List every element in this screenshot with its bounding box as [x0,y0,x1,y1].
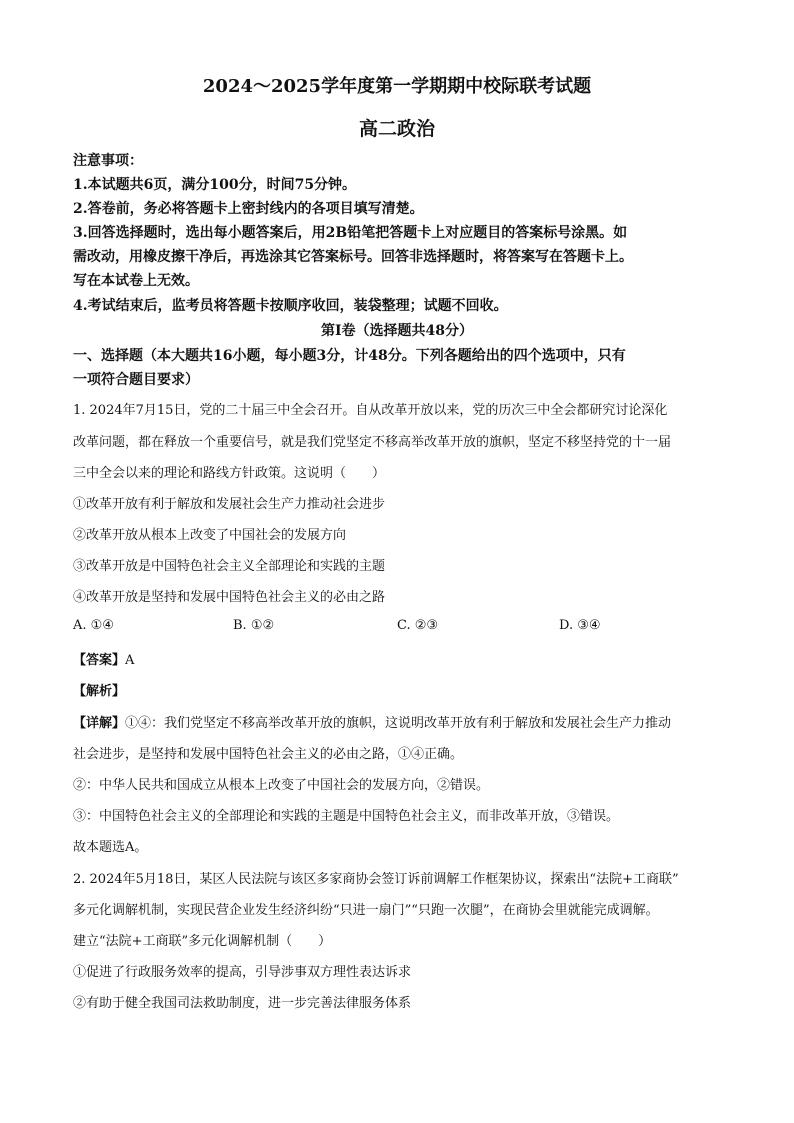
notice-line: 2.答卷前，务必将答题卡上密封线内的各项目填写清楚。 [73,201,424,217]
q1-option-d: D. ③④ [559,618,601,633]
q2-stem-line: 多元化调解机制，实现民营企业发生经济纠纷“只进一扇门”“只跑一次腿”，在商协会里就能完成调解。 [73,903,659,918]
notice-heading: 注意事项： [73,153,143,169]
analysis-label: 【解析】 [73,684,126,699]
q1-detail-line: 社会进步，是坚持和发展中国特色社会主义的必由之路，①④正确。 [73,747,464,762]
q1-stem-line: 三中全会以来的理论和路线方针政策。这说明（ ） [73,466,386,481]
q1-detail-line: ③：中国特色社会主义的全部理论和实践的主题是中国特色社会主义，而非改革开放，③错误。 [73,809,620,824]
q1-stem-line: 改革问题，都在释放一个重要信号，就是我们党坚定不移高举改革开放的旗帜，坚定不移坚持党的十一届 [73,435,672,450]
q1-detail-line [73,712,671,731]
q1-option-a: A. ①④ [73,618,114,633]
q2-item: ①促进了行政服务效率的提高，引导涉事双方理性表达诉求 [73,965,412,980]
q1-answer [73,649,134,668]
q1-stem-line: 1. 2024年7月15日，党的二十届三中全会召开。自从改革开放以来，党的历次三中全会都研究讨论深化 [73,403,668,418]
q1-item: ①改革开放有利于解放和发展社会生产力推动社会进步 [73,497,386,512]
q1-item: ③改革开放是中国特色社会主义全部理论和实践的主题 [73,559,386,574]
notice-line: 需改动，用橡皮擦干净后，再选涂其它答案标号。回答非选择题时，将答案写在答题卡上。 [73,249,633,265]
section-heading-line: 一项符合题目要求） [73,372,199,388]
q2-stem-line: 建立“法院+工商联”多元化调解机制（ ） [73,934,332,949]
q2-stem-line: 2. 2024年5月18日，某区人民法院与该区多家商协会签订诉前调解工作框架协议，探索出“法院+工商联” [73,872,679,887]
section-heading-line: 一、选择题（本大题共16小题，每小题3分，计48分。下列各题给出的四个选项中，只有 [73,348,626,364]
q1-item: ④改革开放是坚持和发展中国特色社会主义的必由之路 [73,590,386,605]
notice-line: 写在本试卷上无效。 [73,273,199,289]
q1-detail-line: ②：中华人民共和国成立从根本上改变了中国社会的发展方向，②错误。 [73,778,490,793]
notice-line: 1.本试题共6页，满分100分，时间75分钟。 [73,177,357,193]
notice-line: 3.回答选择题时，选出每小题答案后，用2B铅笔把答题卡上对应题目的答案标号涂黑。如 [73,225,628,241]
answer-label: 【答案】 [73,653,126,668]
q2-item: ②有助于健全我国司法救助制度，进一步完善法律服务体系 [73,996,412,1011]
exam-title: 2024～2025学年度第一学期期中校际联考试题 [202,76,592,97]
section-title: 第Ⅰ卷（选择题共48分） [320,323,474,339]
notice-line: 4.考试结束后，监考员将答题卡按顺序收回，装袋整理；试题不回收。 [73,298,508,314]
q1-option-b: B. ①② [233,618,275,633]
subject-title: 高二政治 [358,118,435,140]
q1-option-c: C. ②③ [397,618,439,633]
q1-item: ②改革开放从根本上改变了中国社会的发展方向 [73,528,347,543]
detail-text: ①④：我们党坚定不移高举改革开放的旗帜，这说明改革开放有利于解放和发展社会生产力推动 [125,716,672,731]
answer-value: A [125,653,135,668]
detail-label: 【详解】 [73,716,126,731]
q1-detail-line: 故本题选A。 [73,840,148,855]
